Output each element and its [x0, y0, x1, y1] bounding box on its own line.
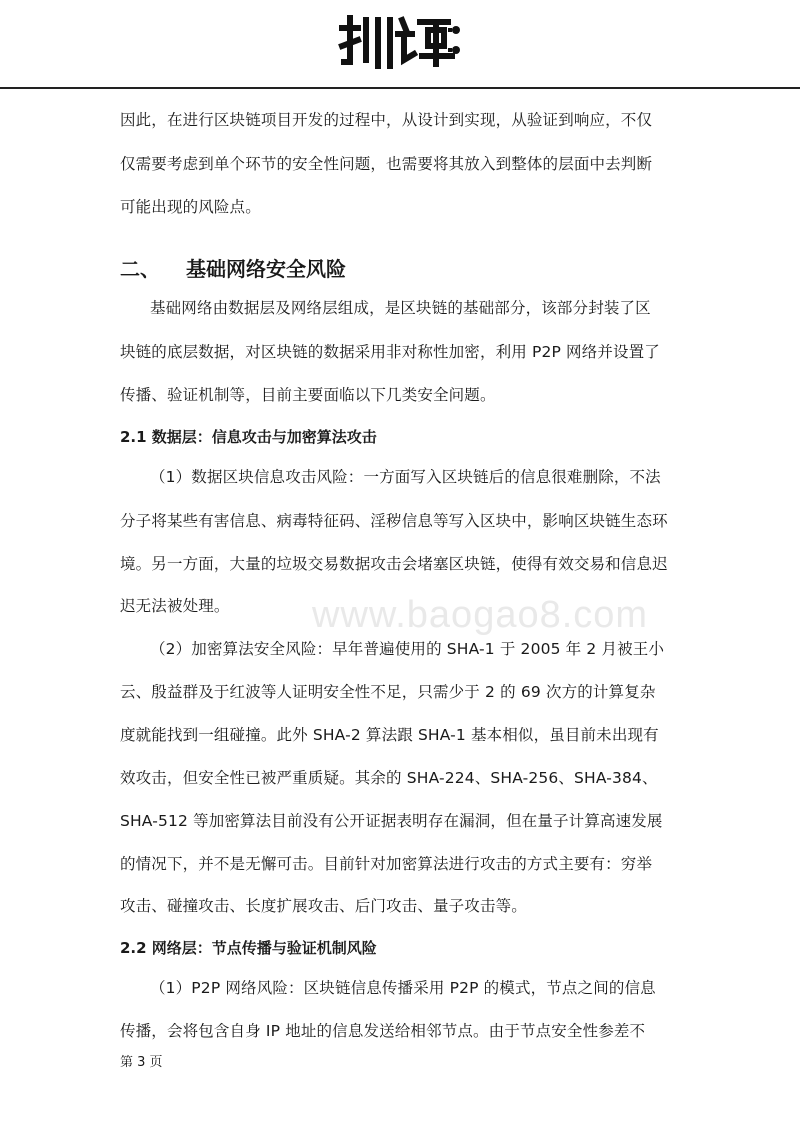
watermark: www.baogao8.com [312, 594, 649, 636]
risk3-line-1: （1）P2P 网络风险：区块链信息传播采用 P2P 的模式，节点之间的信息 [150, 979, 656, 997]
section-heading [120, 253, 346, 282]
page-number: 第 3 页 [120, 1055, 163, 1070]
risk2-line-2: 云、殷益群及于红波等人证明安全性不足，只需少于 2 的 69 次方的计算复杂 [120, 683, 656, 701]
risk1-line-2: 分子将某些有害信息、病毒特征码、淫秽信息等写入区块中，影响区块链生态环 [120, 512, 668, 530]
risk2-line-7: 攻击、碰撞攻击、长度扩展攻击、后门攻击、量子攻击等。 [120, 897, 527, 915]
risk1-line-3: 境。另一方面，大量的垃圾交易数据攻击会堵塞区块链，使得有效交易和信息迟 [120, 555, 668, 573]
section-line-2: 块链的底层数据，对区块链的数据采用非对称性加密，利用 P2P 网络并设置了 [120, 343, 660, 361]
risk2-line-1: （2）加密算法安全风险：早年普遍使用的 SHA-1 于 2005 年 2 月被王小 [150, 640, 665, 658]
intro-line-1: 因此，在进行区块链项目开发的过程中，从设计到实现，从验证到响应，不仅 [120, 111, 653, 129]
risk2-line-4: 效攻击，但安全性已被严重质疑。其余的 SHA-224、SHA-256、SHA-384、 [120, 769, 658, 787]
header-divider [0, 87, 800, 89]
section-number: 二、 [120, 257, 160, 281]
risk2-line-6: 的情况下，并不是无懈可击。目前针对加密算法进行攻击的方式主要有：穷举 [120, 855, 653, 873]
risk2-line-5: SHA-512 等加密算法目前没有公开证据表明存在漏洞，但在量子计算高速发展 [120, 812, 663, 830]
subsection-heading-2-1: 2.1 数据层：信息攻击与加密算法攻击 [120, 428, 377, 446]
risk3-line-2: 传播，会将包含自身 IP 地址的信息发送给相邻节点。由于节点安全性参差不 [120, 1022, 646, 1040]
page-header [0, 0, 800, 88]
section-title: 基础网络安全风险 [186, 257, 346, 281]
intro-line-2: 仅需要考虑到单个环节的安全性问题，也需要将其放入到整体的层面中去判断 [120, 155, 653, 173]
subsection-heading-2-2: 2.2 网络层：节点传播与验证机制风险 [120, 939, 377, 957]
section-line-1: 基础网络由数据层及网络层组成，是区块链的基础部分，该部分封装了区 [150, 299, 651, 317]
section-line-3: 传播、验证机制等，目前主要面临以下几类安全问题。 [120, 386, 496, 404]
risk2-line-3: 度就能找到一组碰撞。此外 SHA-2 算法跟 SHA-1 基本相似，虽目前未出现有 [120, 726, 659, 744]
risk1-line-4: 迟无法被处理。 [120, 597, 230, 615]
intro-line-3: 可能出现的风险点。 [120, 198, 261, 216]
logo [336, 6, 466, 70]
risk1-line-1: （1）数据区块信息攻击风险：一方面写入区块链后的信息很难删除，不法 [150, 468, 661, 486]
